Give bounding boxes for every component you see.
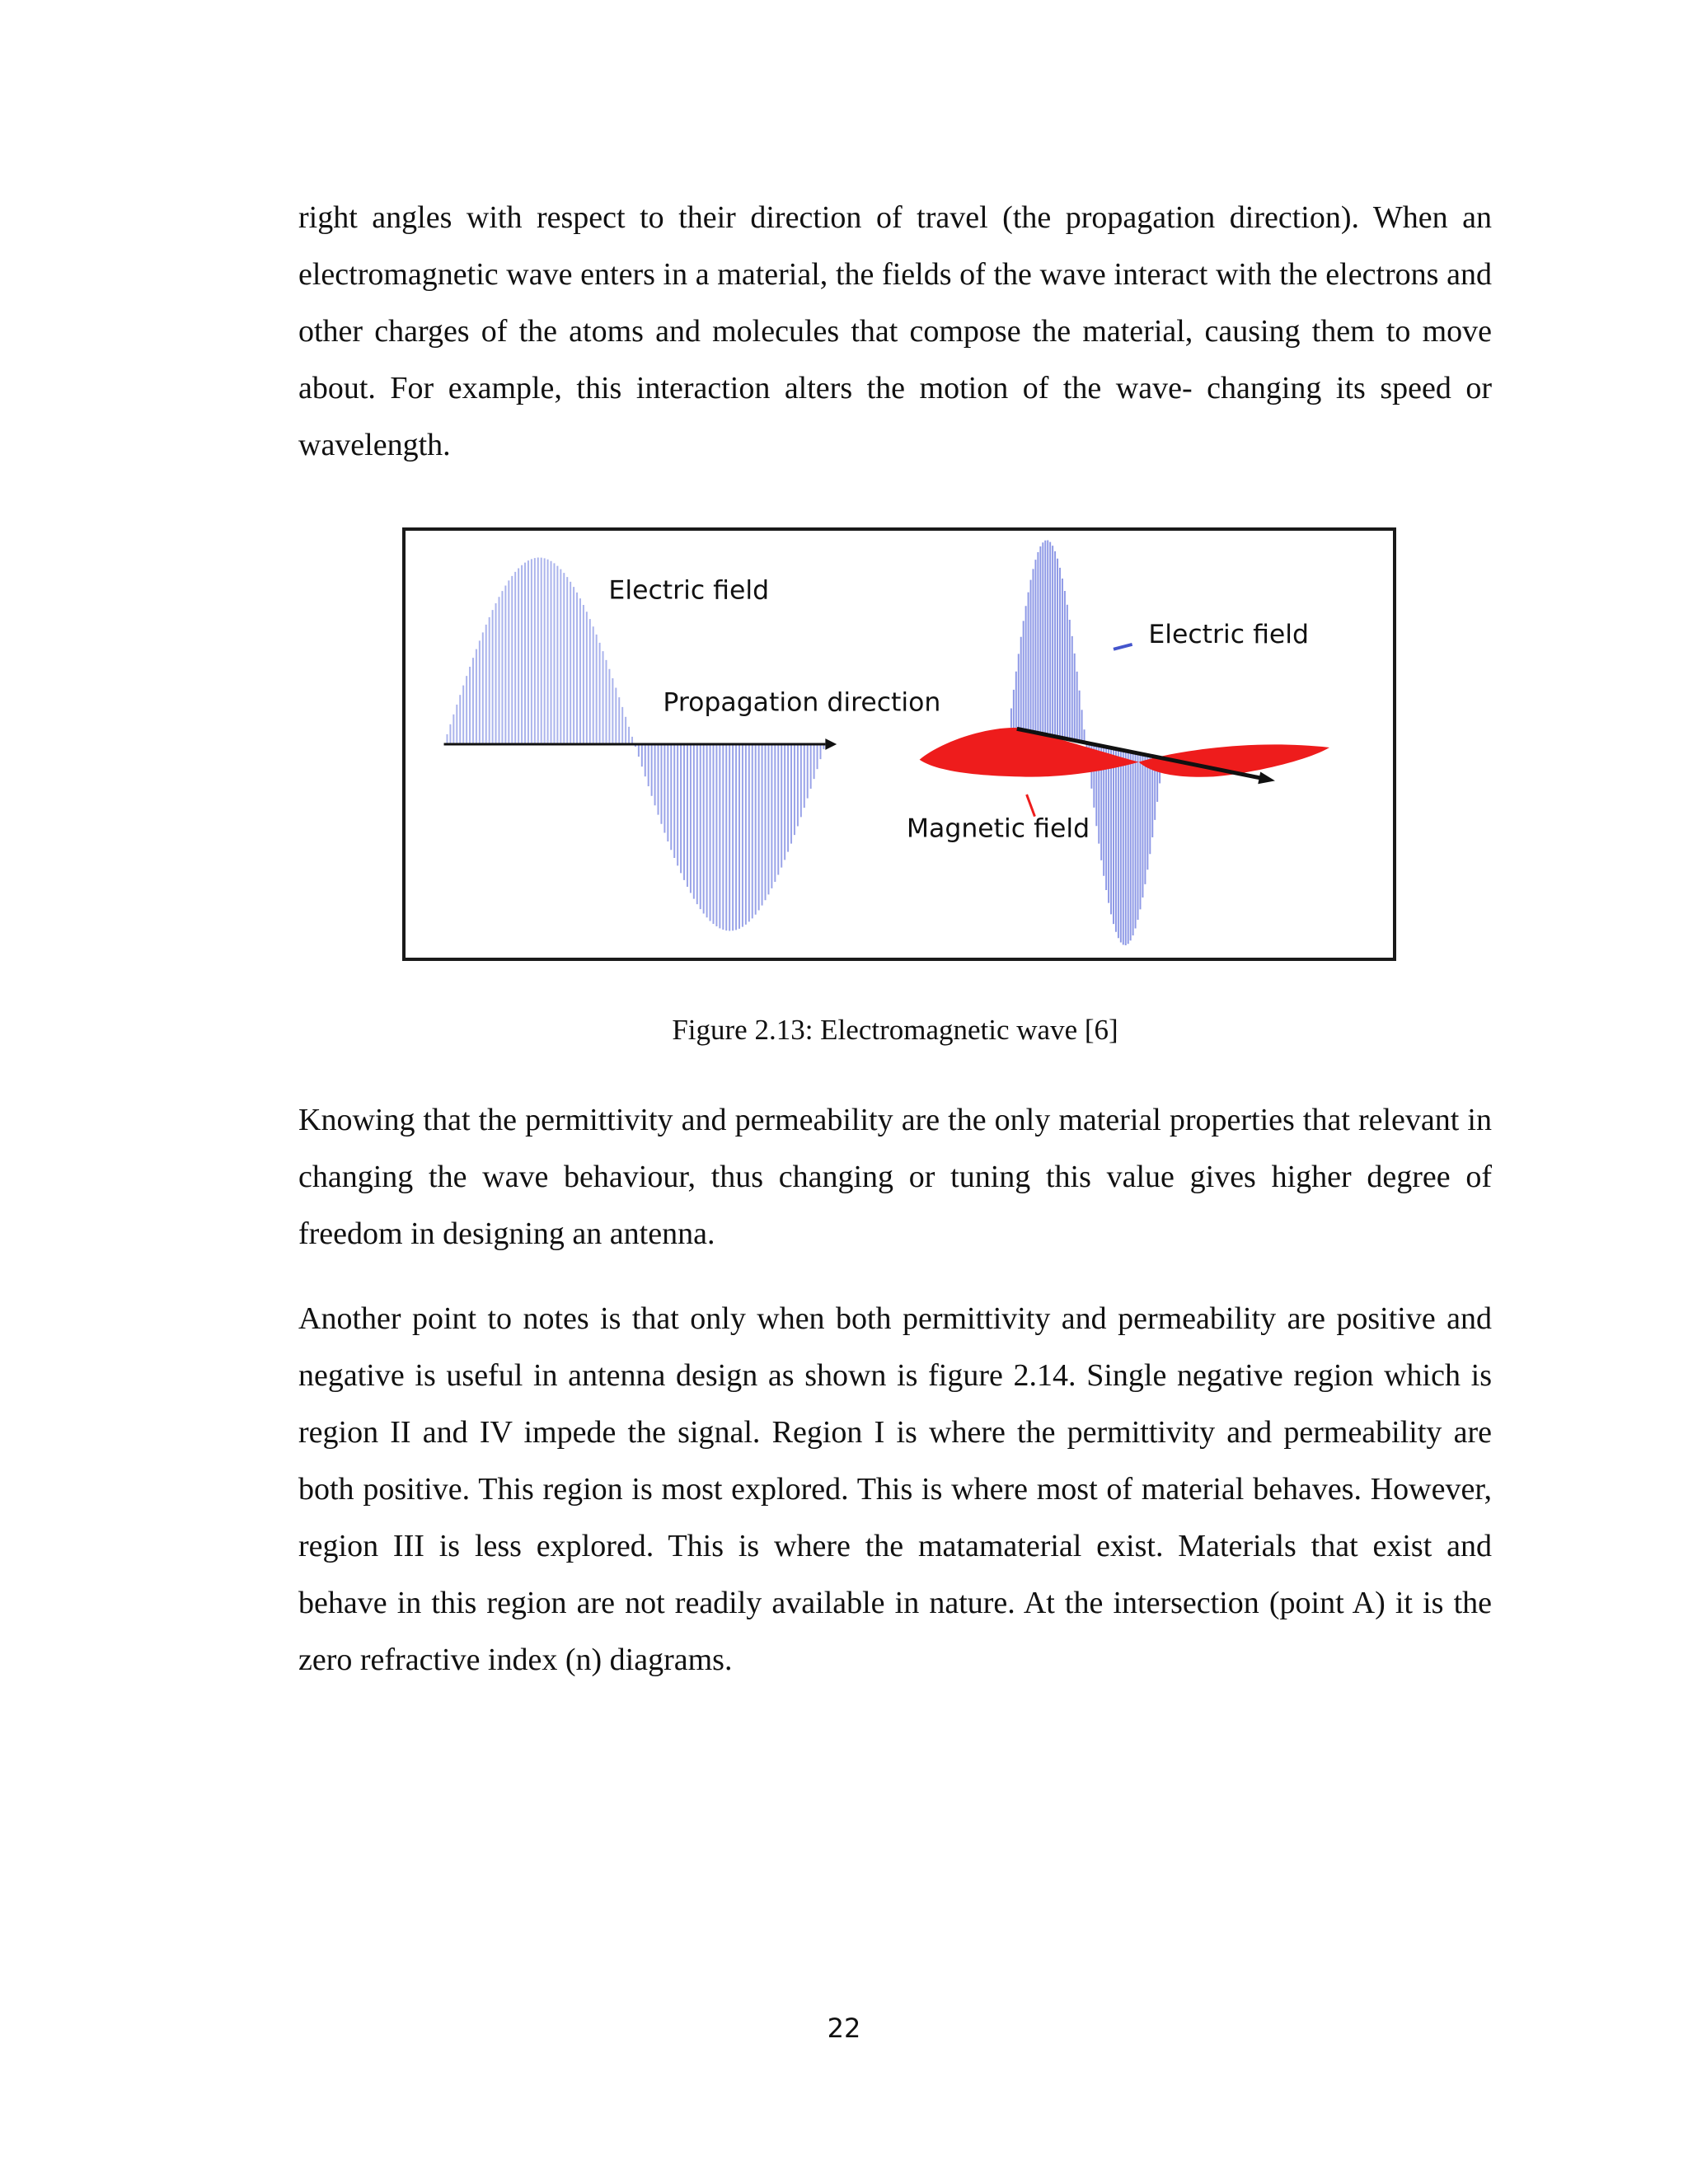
label-electric-field-right: Electric field — [1148, 619, 1310, 649]
body-paragraph-3: Another point to notes is that only when both permittivity and permeability are positive and negative is useful in antenna design as shown is figure 2.14. Single negative region which is region II and IV impede the signal. Region I is where the permittivity and permeability are both positive. This region is most explored. This is where most of material behaves. However, region III is less explored. This is where the matamaterial exist. Materials that exist and behave in this region are not readily available in nature. At the intersection (point A) it is the zero refractive index (n) diagrams. — [298, 1301, 1492, 1677]
em-wave-figure — [402, 527, 1396, 961]
em-wave-diagram — [406, 531, 1393, 958]
body-paragraph-2: Knowing that the permittivity and permeability are the only material properties that relevant in changing the wave behaviour, thus changing or tuning this value gives higher degree of freedom in designing an antenna. — [298, 1103, 1492, 1251]
label-electric-field-left: Electric field — [608, 575, 770, 606]
label-propagation-direction: Propagation direction — [663, 687, 941, 718]
electric-field-pointer — [1114, 644, 1132, 649]
body-paragraph-1: right angles with respect to their direction of travel (the propagation direction). When an electromagnetic wave enters in a material, the fields of the wave interact with the electrons and other charges of the atoms and molecules that compose the material, causing them to move about. For example, this interaction alters the motion of the wave- changing its speed or wavelength. — [298, 200, 1492, 462]
label-magnetic-field: Magnetic field — [906, 813, 1090, 844]
page-number: 22 — [827, 2013, 861, 2044]
figure-caption: Figure 2.13: Electromagnetic wave [6] — [672, 1014, 1118, 1046]
